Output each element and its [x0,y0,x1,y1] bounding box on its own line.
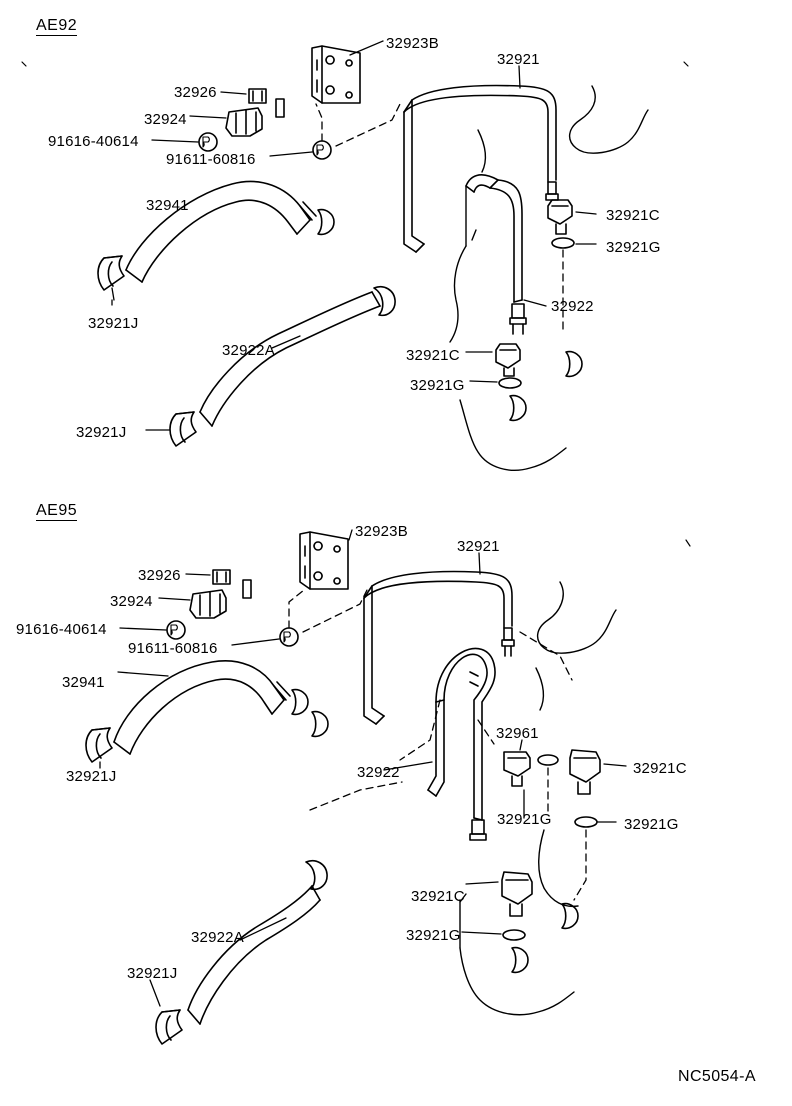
part-label-32923b-ae95: 32923B [355,523,408,540]
part-label-91616-40614-ae95: 91616-40614 [16,621,107,638]
section-title-ae92: AE92 [36,17,78,34]
part-label-32941-ae92: 32941 [146,197,189,214]
part-label-32926-ae95: 32926 [138,567,181,584]
part-label-32922a-ae95: 32922A [191,929,244,946]
figure-number: NC5054-A [678,1068,756,1085]
part-label-32922a-ae92: 32922A [222,342,275,359]
part-label-32921j-ae95-upper: 32921J [66,768,117,785]
part-label-32921g-ae92-lower: 32921G [410,377,465,394]
part-label-32921-ae95: 32921 [457,538,500,555]
part-label-32921c-ae92-upper: 32921C [606,207,660,224]
part-label-32961-ae95: 32961 [496,725,539,742]
part-label-32921j-ae92-lower: 32921J [76,424,127,441]
part-label-32921c-ae95-lower: 32921C [411,888,465,905]
section-title-ae95: AE95 [36,502,78,519]
part-label-32921c-ae92-lower: 32921C [406,347,460,364]
part-label-32921g-ae95-left: 32921G [497,811,552,828]
part-label-91616-40614-ae92: 91616-40614 [48,133,139,150]
part-label-32924-ae92: 32924 [144,111,187,128]
part-label-32921j-ae95-lower: 32921J [127,965,178,982]
part-label-32921g-ae95-lower: 32921G [406,927,461,944]
part-label-32921j-ae92-upper: 32921J [88,315,139,332]
part-label-32923b-ae92: 32923B [386,35,439,52]
part-label-32924-ae95: 32924 [110,593,153,610]
part-label-32921-ae92: 32921 [497,51,540,68]
part-label-32922-ae92: 32922 [551,298,594,315]
part-label-32926-ae92: 32926 [174,84,217,101]
part-label-32941-ae95: 32941 [62,674,105,691]
part-label-32921g-ae92-upper: 32921G [606,239,661,256]
part-label-91611-60816-ae92: 91611-60816 [166,151,256,168]
part-label-91611-60816-ae95: 91611-60816 [128,640,218,657]
part-label-32922-ae95: 32922 [357,764,400,781]
part-label-32921c-ae95-right: 32921C [633,760,687,777]
part-label-32921g-ae95-right: 32921G [624,816,679,833]
